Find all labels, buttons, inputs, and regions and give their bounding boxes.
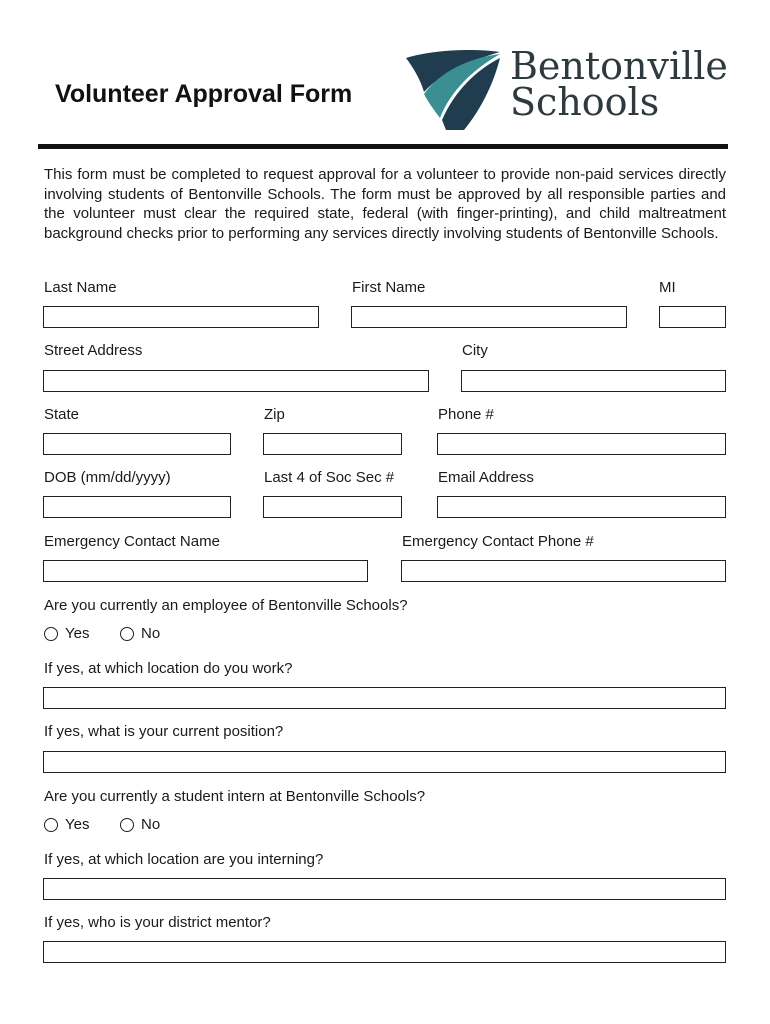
state-field[interactable]: [43, 433, 231, 455]
employee-yes-radio[interactable]: [44, 627, 58, 641]
intern-no-radio[interactable]: [120, 818, 134, 832]
emergency-phone-field[interactable]: [401, 560, 726, 582]
city-label: City: [462, 342, 488, 359]
intern-yes-radio[interactable]: [44, 818, 58, 832]
phone-label: Phone #: [438, 406, 494, 423]
emergency-name-field[interactable]: [43, 560, 368, 582]
intern-yes-label: Yes: [65, 816, 90, 833]
employee-position-label: If yes, what is your current position?: [44, 723, 284, 740]
header-divider: [38, 144, 728, 149]
logo-line-1: Bentonville: [510, 44, 728, 88]
state-label: State: [44, 406, 80, 423]
intern-no-label: No: [141, 816, 161, 833]
ssn-last4-field[interactable]: [263, 496, 402, 518]
bentonville-logo-icon: [402, 48, 502, 130]
phone-field[interactable]: [437, 433, 726, 455]
zip-field[interactable]: [263, 433, 402, 455]
mi-field[interactable]: [659, 306, 726, 328]
city-field[interactable]: [461, 370, 726, 392]
intern-no-option[interactable]: [120, 816, 160, 833]
employee-no-radio[interactable]: [120, 627, 134, 641]
employee-location-field[interactable]: [43, 687, 726, 709]
last-name-field[interactable]: [43, 306, 319, 328]
dob-label: DOB (mm/dd/yyyy): [44, 469, 171, 486]
street-address-field[interactable]: [43, 370, 429, 392]
emergency-name-label: Emergency Contact Name: [44, 533, 220, 550]
emergency-phone-label: Emergency Contact Phone #: [402, 533, 594, 550]
intern-mentor-field[interactable]: [43, 941, 726, 963]
zip-label: Zip: [264, 406, 285, 423]
intern-mentor-label: If yes, who is your district mentor?: [44, 914, 271, 931]
bentonville-schools-wordmark: [510, 44, 728, 124]
employee-location-label: If yes, at which location do you work?: [44, 660, 293, 677]
intern-location-label: If yes, at which location are you interning?: [44, 851, 324, 868]
logo-line-2: Schools: [510, 80, 660, 124]
email-field[interactable]: [437, 496, 726, 518]
mi-label: MI: [659, 279, 676, 296]
email-label: Email Address: [438, 469, 534, 486]
first-name-label: First Name: [352, 279, 426, 296]
ssn-last4-label: Last 4 of Soc Sec #: [264, 469, 395, 486]
street-address-label: Street Address: [44, 342, 143, 359]
employee-yes-option[interactable]: [44, 625, 89, 642]
employee-no-label: No: [141, 625, 161, 642]
employee-question: Are you currently an employee of Bentonville Schools?: [44, 597, 408, 614]
intern-yes-option[interactable]: [44, 816, 89, 833]
intro-paragraph: This form must be completed to request approval for a volunteer to provide non-paid services directly involving students of Bentonville Schools. The form must be approved by all responsible parties and the volunteer must clear the required state, federal (with finger-printing), and child maltreatment background checks prior to performing any services directly involving students of Bentonville Schools.: [44, 166, 726, 242]
first-name-field[interactable]: [351, 306, 627, 328]
dob-field[interactable]: [43, 496, 231, 518]
intern-location-field[interactable]: [43, 878, 726, 900]
last-name-label: Last Name: [44, 279, 117, 296]
page-title: Volunteer Approval Form: [55, 80, 353, 108]
employee-yes-label: Yes: [65, 625, 90, 642]
employee-position-field[interactable]: [43, 751, 726, 773]
intern-question: Are you currently a student intern at Bentonville Schools?: [44, 788, 426, 805]
employee-no-option[interactable]: [120, 625, 160, 642]
